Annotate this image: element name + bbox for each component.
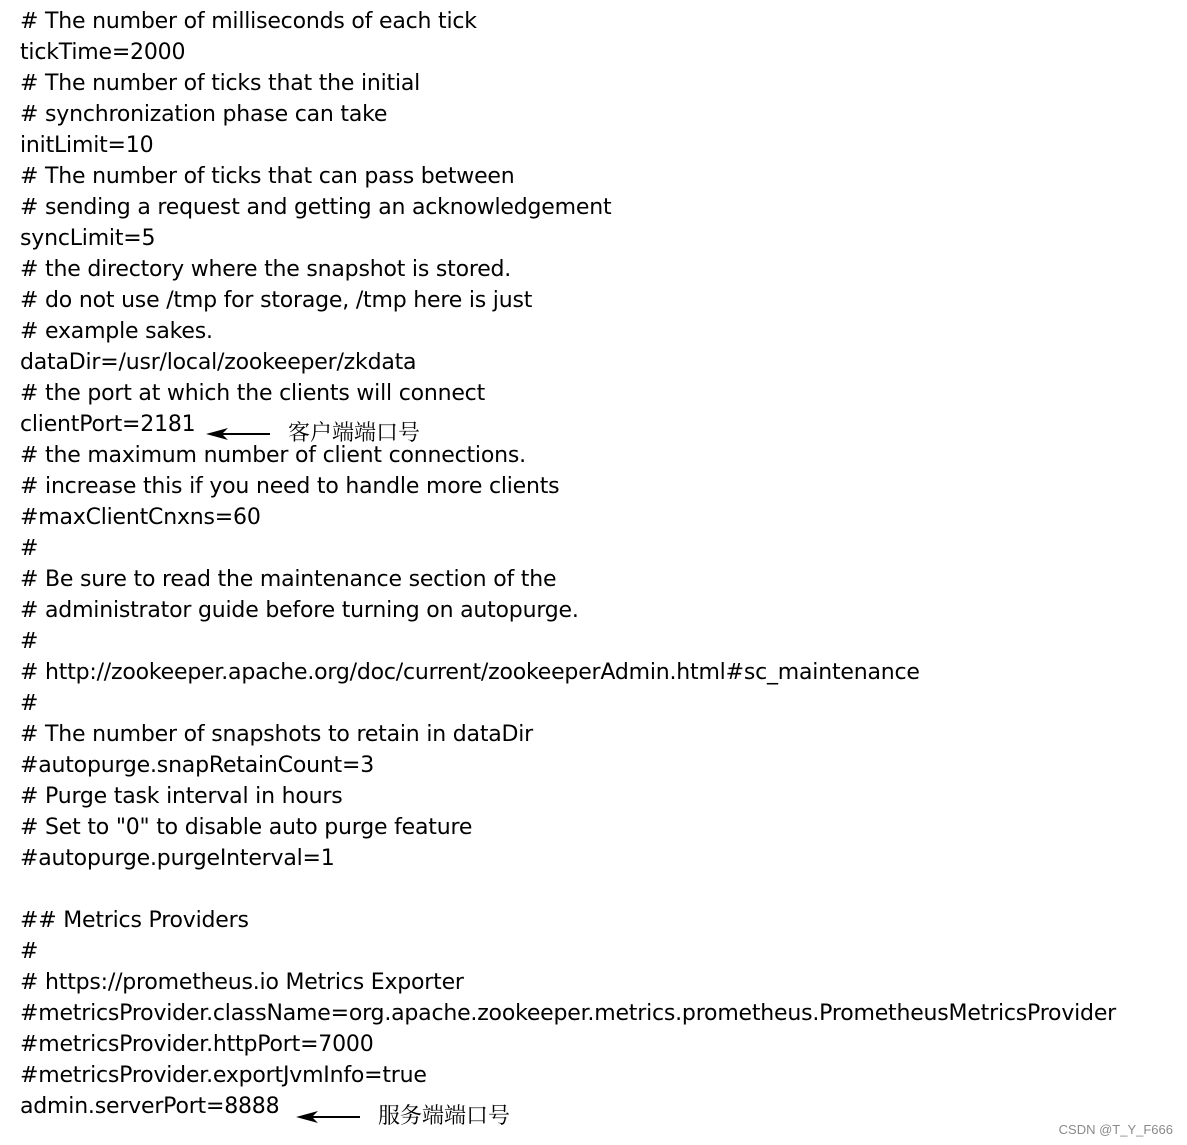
comment-line: # do not use /tmp for storage, /tmp here is just: [20, 288, 533, 313]
config-line-maxclientcnxns: #maxClientCnxns=60: [20, 505, 261, 530]
watermark: CSDN @T_Y_F666: [1058, 1122, 1173, 1137]
config-line-datadir: dataDir=/usr/local/zookeeper/zkdata: [20, 350, 417, 375]
comment-line: # increase this if you need to handle more clients: [20, 474, 560, 499]
section-heading-metrics: ## Metrics Providers: [20, 908, 249, 933]
comment-line: # synchronization phase can take: [20, 102, 388, 127]
config-line-snapretaincount: #autopurge.snapRetainCount=3: [20, 753, 375, 778]
comment-line: #: [20, 629, 39, 654]
comment-line: # The number of ticks that can pass between: [20, 164, 515, 189]
comment-line: # The number of snapshots to retain in dataDir: [20, 722, 534, 747]
comment-line: # sending a request and getting an acknowledgement: [20, 195, 612, 220]
config-line-purgeinterval: #autopurge.purgeInterval=1: [20, 846, 335, 871]
config-line-synclimit: syncLimit=5: [20, 226, 156, 251]
comment-line: #: [20, 536, 39, 561]
comment-line: # The number of ticks that the initial: [20, 71, 421, 96]
comment-line: # https://prometheus.io Metrics Exporter: [20, 970, 464, 995]
comment-line: # administrator guide before turning on autopurge.: [20, 598, 579, 623]
comment-line: # example sakes.: [20, 319, 213, 344]
config-line-clientport: clientPort=2181: [20, 412, 196, 437]
client-port-annotation: [206, 418, 420, 449]
comment-line: # Be sure to read the maintenance section of the: [20, 567, 557, 592]
config-line-metrics-httpport: #metricsProvider.httpPort=7000: [20, 1032, 374, 1057]
left-arrow-icon: [206, 427, 270, 441]
config-file-text: [20, 6, 1180, 1122]
config-line-ticktime: tickTime=2000: [20, 40, 186, 65]
comment-line: # the port at which the clients will connect: [20, 381, 485, 406]
client-port-label: 客户端端口号: [288, 421, 421, 446]
server-port-annotation: [296, 1101, 510, 1132]
config-line-metrics-jvminfo: #metricsProvider.exportJvmInfo=true: [20, 1063, 427, 1088]
left-arrow-icon: [296, 1110, 360, 1124]
comment-line: # the maximum number of client connections.: [20, 443, 526, 468]
comment-line: # http://zookeeper.apache.org/doc/current/zookeeperAdmin.html#sc_maintenance: [20, 660, 920, 685]
config-line-admin-serverport: admin.serverPort=8888: [20, 1094, 280, 1119]
config-line-initlimit: initLimit=10: [20, 133, 154, 158]
comment-line: # Set to "0" to disable auto purge feature: [20, 815, 473, 840]
comment-line: #: [20, 939, 39, 964]
blank-line: [20, 874, 1180, 905]
comment-line: #: [20, 691, 39, 716]
server-port-label: 服务端端口号: [378, 1104, 511, 1129]
config-line-metrics-classname: #metricsProvider.className=org.apache.zookeeper.metrics.prometheus.PrometheusMetricsProvider: [20, 1001, 1116, 1026]
comment-line: # The number of milliseconds of each tick: [20, 9, 477, 34]
comment-line: # Purge task interval in hours: [20, 784, 343, 809]
comment-line: # the directory where the snapshot is stored.: [20, 257, 512, 282]
